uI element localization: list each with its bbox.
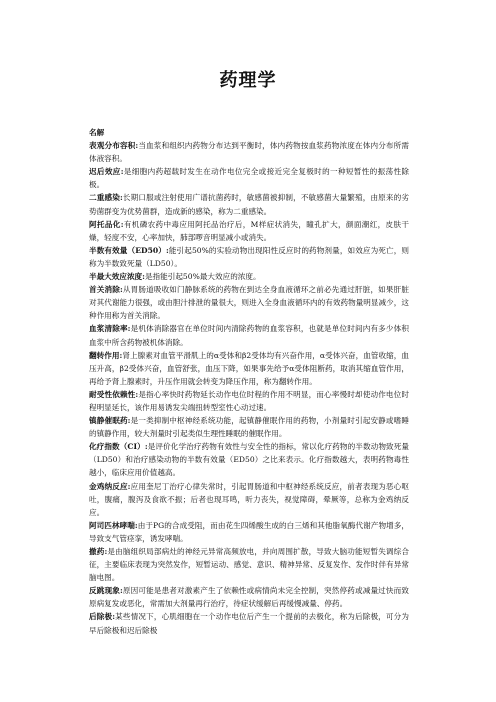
definition-entry [89,414,409,440]
definition-text: 有机磷农药中毒应用阿托品治疗后，M样症状消失，瞳孔扩大，颜面潮红，皮肤干燥，轻度不安，心率加快，肺部啰音明显减小或消失。 [89,219,409,242]
term: 半最大效应浓度: [89,272,145,282]
definition-text: 应用奎尼丁治疗心律失常时，引起胃肠道和中枢神经系统反应，前者表现为恶心呕吐，腹痛，腹泻及食欲不振；后者也现耳鸣，听力丧失，视觉障碍，晕厥等，总称为金鸡纳反应。 [89,481,409,517]
definition-text: 是细胞内药超载时发生在动作电位完全或接近完全复极时的一种短暂性的振荡性除极。 [89,167,409,190]
definition-text: 某些情况下，心肌细胞在一个动作电位后产生一个提前的去极化，称为后除极，可分为早后除极和迟后除极 [89,612,409,635]
term: 化疗指数（CI）: [89,442,148,452]
definition-text: 是一类抑制中枢神经系统功能，起镇静催眠作用的药物，小剂量时引起安静或嗜睡的镇静作用，较大剂量时引起类似生理性睡眠的催眠作用。 [89,416,409,439]
term: 反跳现象: [89,586,123,596]
definition-entry [89,584,409,610]
definition-entry [89,322,409,348]
definition-entry [89,610,409,636]
definition-entry [89,388,409,414]
term: 阿托品化: [89,219,124,229]
term: 迟后效应: [89,167,124,177]
term: 镇静催眠药: [89,416,131,426]
definition-entry [89,440,409,479]
term: 翻转作用: [89,350,123,360]
definition-entry [89,244,409,270]
definition-entry [89,283,409,322]
definition-text: 是指心率快时药物延长动作电位时程的作用不明显，而心率慢时却使动作电位时程明显延长，该作用易诱发尖端扭转型室性心动过速。 [89,389,409,412]
definition-text: 从胃肠道吸收如门静脉系统的药物在到达全身血液循环之前必先通过肝脏，如果肝脏对其代谢能力很强，或由胆汁排泄的量很大，则进入全身血液循环内的有效药物量明显减少，这种作用称为首关消除。 [89,285,409,321]
page-title: 药理学 [219,70,277,91]
section-heading: 名解 [89,128,105,137]
definition-entry [89,519,409,545]
definition-entry [89,139,409,165]
term: 阿司匹林哮喘: [89,520,138,530]
definition-text: 原因可能是患者对激素产生了依赖性或病情尚未完全控制，突然停药或减量过快而致原病复发或恶化，常需加大剂量再行治疗，待症状缓解后再缓慢减量、停药。 [89,586,409,609]
definition-text: 是机体消除器官在单位时间内清除药物的血浆容积，也就是单位时间内有多少体积血浆中所含药物被机体消除。 [89,324,409,347]
definition-text: 由于PG的合成受阻，而由花生四烯酸生成的白三烯和其他脂氧酶代谢产物增多，导致支气管痉挛，诱发哮喘。 [89,520,409,543]
definition-text: 长期口服或注射使用广谱抗菌药时，敏感菌被抑制，不敏感菌大量繁殖，由原来的劣势菌群变为优势菌群，造成新的感染，称为二重感染。 [89,193,409,216]
definition-text: 是评价化学治疗药物有效性与安全性的指标，常以化疗药物的半数动物致死量（LD50）和治疗感染动物的半数有效量（ED50）之比来表示。化疗指数越大，表明药物毒性越小，临床应用价值越高。 [89,442,409,478]
term: 首关消除: [89,285,123,295]
term: 血浆清除率: [89,324,131,334]
term: 表观分布容积: [89,141,139,151]
definition-entry [89,270,409,283]
definition-entry [89,191,409,217]
definition-text: 能引起50%的实验动物出现阳性反应时的药物剂量，如效应为死亡，则称为半数致死量（LD50）。 [89,245,410,268]
definition-text: 肾上腺素对血管平滑肌上的α受体和β2受体均有兴奋作用，α受体兴奋，血管收缩，血压升高，β2受体兴奋，血管舒张，血压下降，如果事先给予α受体阻断药，取消其缩血管作用，再给予肾上腺素时，升压作用就会转变为降压作用，称为翻转作用。 [89,350,409,386]
term: 耐受性依赖性: [89,389,139,399]
term: 二重感染: [89,193,123,203]
definition-entry [89,480,409,519]
term: 撤药: [89,547,108,556]
definition-text: 是由脑组织局部病灶的神经元异常高频放电，并向周围扩散，导致大脑功能短暂失调综合征，主要临床表现为突然发作，短暂运动、感觉、意识、精神异常、反复发作、发作时伴有异常脑电图。 [89,547,409,583]
definition-text: 是指能引起50%最大效应的浓度。 [144,272,261,282]
definition-entry [89,349,409,388]
definition-text: 当血浆和组织内药物分布达到平衡时，体内药物按血浆药物浓度在体内分布所需体液容积。 [89,141,409,164]
term: 后除极: [89,612,116,622]
definition-entry [89,545,409,584]
term: 半数有效量（ED50）: [89,245,169,255]
definition-entry [89,165,409,191]
document-body [89,126,409,637]
definition-entry [89,218,409,244]
term: 金鸡纳反应: [89,481,131,491]
